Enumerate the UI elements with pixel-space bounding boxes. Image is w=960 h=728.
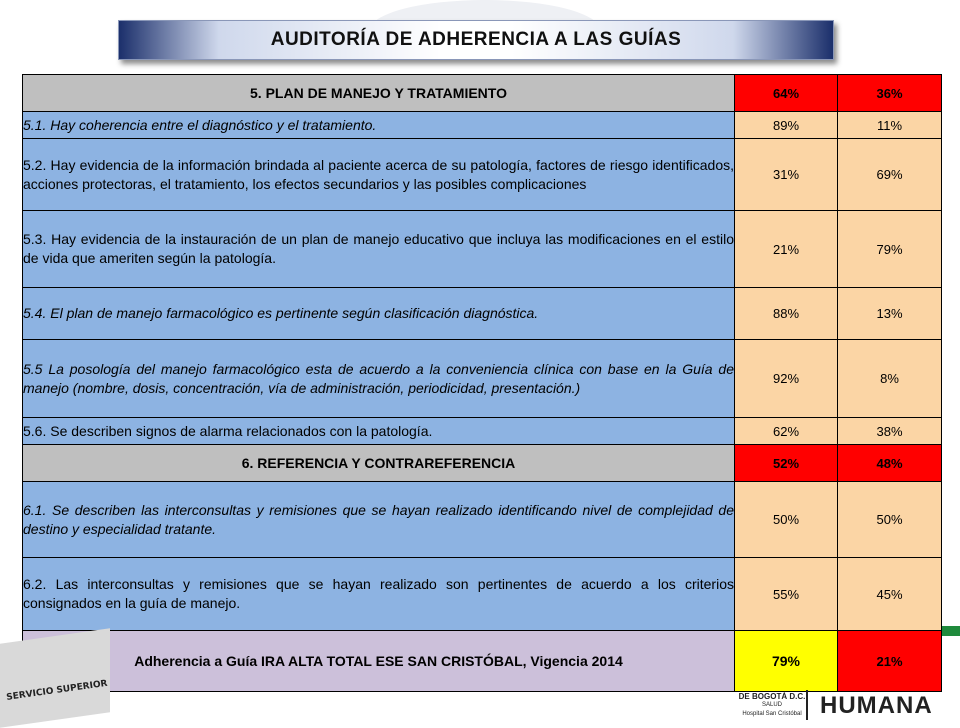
- section-heading: 6. REFERENCIA Y CONTRAREFERENCIA: [23, 445, 735, 482]
- logo-line-hospital: Hospital San Cristóbal: [742, 711, 802, 717]
- item-no-percent: 79%: [838, 211, 942, 288]
- item-yes-percent: 55%: [735, 558, 838, 631]
- item-description: 5.2. Hay evidencia de la información brindada al paciente acerca de su patología, factores de riesgo identificados, acciones protectoras, el tratamiento, los efectos secundarios y las posibles complicaciones: [23, 139, 735, 211]
- item-no-percent: 38%: [838, 418, 942, 445]
- table-row: [23, 211, 942, 288]
- section-yes-percent: 64%: [735, 75, 838, 112]
- total-row: [23, 631, 942, 692]
- section-no-percent: 48%: [838, 445, 942, 482]
- table-row: [23, 288, 942, 340]
- item-description: 5.3. Hay evidencia de la instauración de un plan de manejo educativo que incluya las modificaciones en el estilo de vida que ameriten según la patología.: [23, 211, 735, 288]
- table-row: [23, 112, 942, 139]
- logo-line-health: SALUD: [761, 702, 782, 708]
- title-banner: [118, 20, 834, 60]
- brand-logo: HUMANA: [820, 692, 933, 719]
- item-yes-percent: 88%: [735, 288, 838, 340]
- hospital-logo: [732, 692, 812, 719]
- item-description: 5.1. Hay coherencia entre el diagnóstico y el tratamiento.: [23, 112, 735, 139]
- section-header-row: [23, 75, 942, 112]
- item-description: 5.4. El plan de manejo farmacológico es pertinente según clasificación diagnóstica.: [23, 288, 735, 340]
- item-no-percent: 8%: [838, 340, 942, 418]
- item-yes-percent: 92%: [735, 340, 838, 418]
- table-row: [23, 139, 942, 211]
- total-no-percent: 21%: [838, 631, 942, 692]
- item-no-percent: 13%: [838, 288, 942, 340]
- item-yes-percent: 89%: [735, 112, 838, 139]
- item-yes-percent: 31%: [735, 139, 838, 211]
- service-stamp-logo: [0, 628, 110, 727]
- item-no-percent: 45%: [838, 558, 942, 631]
- item-yes-percent: 50%: [735, 482, 838, 558]
- item-description: 6.1. Se describen las interconsultas y remisiones que se hayan realizado identificando nivel de complejidad de destino y especialidad tratante.: [23, 482, 735, 558]
- section-no-percent: 36%: [838, 75, 942, 112]
- logo-line-city: DE BOGOTÁ D.C.: [738, 692, 806, 701]
- table-row: [23, 418, 942, 445]
- item-no-percent: 11%: [838, 112, 942, 139]
- item-description: 5.5 La posología del manejo farmacológico esta de acuerdo a la conveniencia clínica con base en la Guía de manejo (nombre, dosis, concentración, vía de administración, periodicidad, presentación.): [23, 340, 735, 418]
- footer-divider: [806, 690, 808, 720]
- item-no-percent: 50%: [838, 482, 942, 558]
- item-description: 5.6. Se describen signos de alarma relacionados con la patología.: [23, 418, 735, 445]
- item-yes-percent: 21%: [735, 211, 838, 288]
- page-title: AUDITORÍA DE ADHERENCIA A LAS GUÍAS: [270, 29, 682, 50]
- table-row: [23, 482, 942, 558]
- section-heading: 5. PLAN DE MANEJO Y TRATAMIENTO: [23, 75, 735, 112]
- section-header-row: [23, 445, 942, 482]
- table-row: [23, 558, 942, 631]
- item-yes-percent: 62%: [735, 418, 838, 445]
- item-description: 6.2. Las interconsultas y remisiones que se hayan realizado son pertinentes de acuerdo a los criterios consignados en la guía de manejo.: [23, 558, 735, 631]
- total-yes-percent: 79%: [735, 631, 838, 692]
- total-label: Adherencia a Guía IRA ALTA TOTAL ESE SAN CRISTÓBAL, Vigencia 2014: [23, 631, 735, 692]
- audit-table: [22, 74, 942, 692]
- table-row: [23, 340, 942, 418]
- section-yes-percent: 52%: [735, 445, 838, 482]
- service-stamp-text: SERVICIO SUPERIOR: [5, 678, 109, 703]
- item-no-percent: 69%: [838, 139, 942, 211]
